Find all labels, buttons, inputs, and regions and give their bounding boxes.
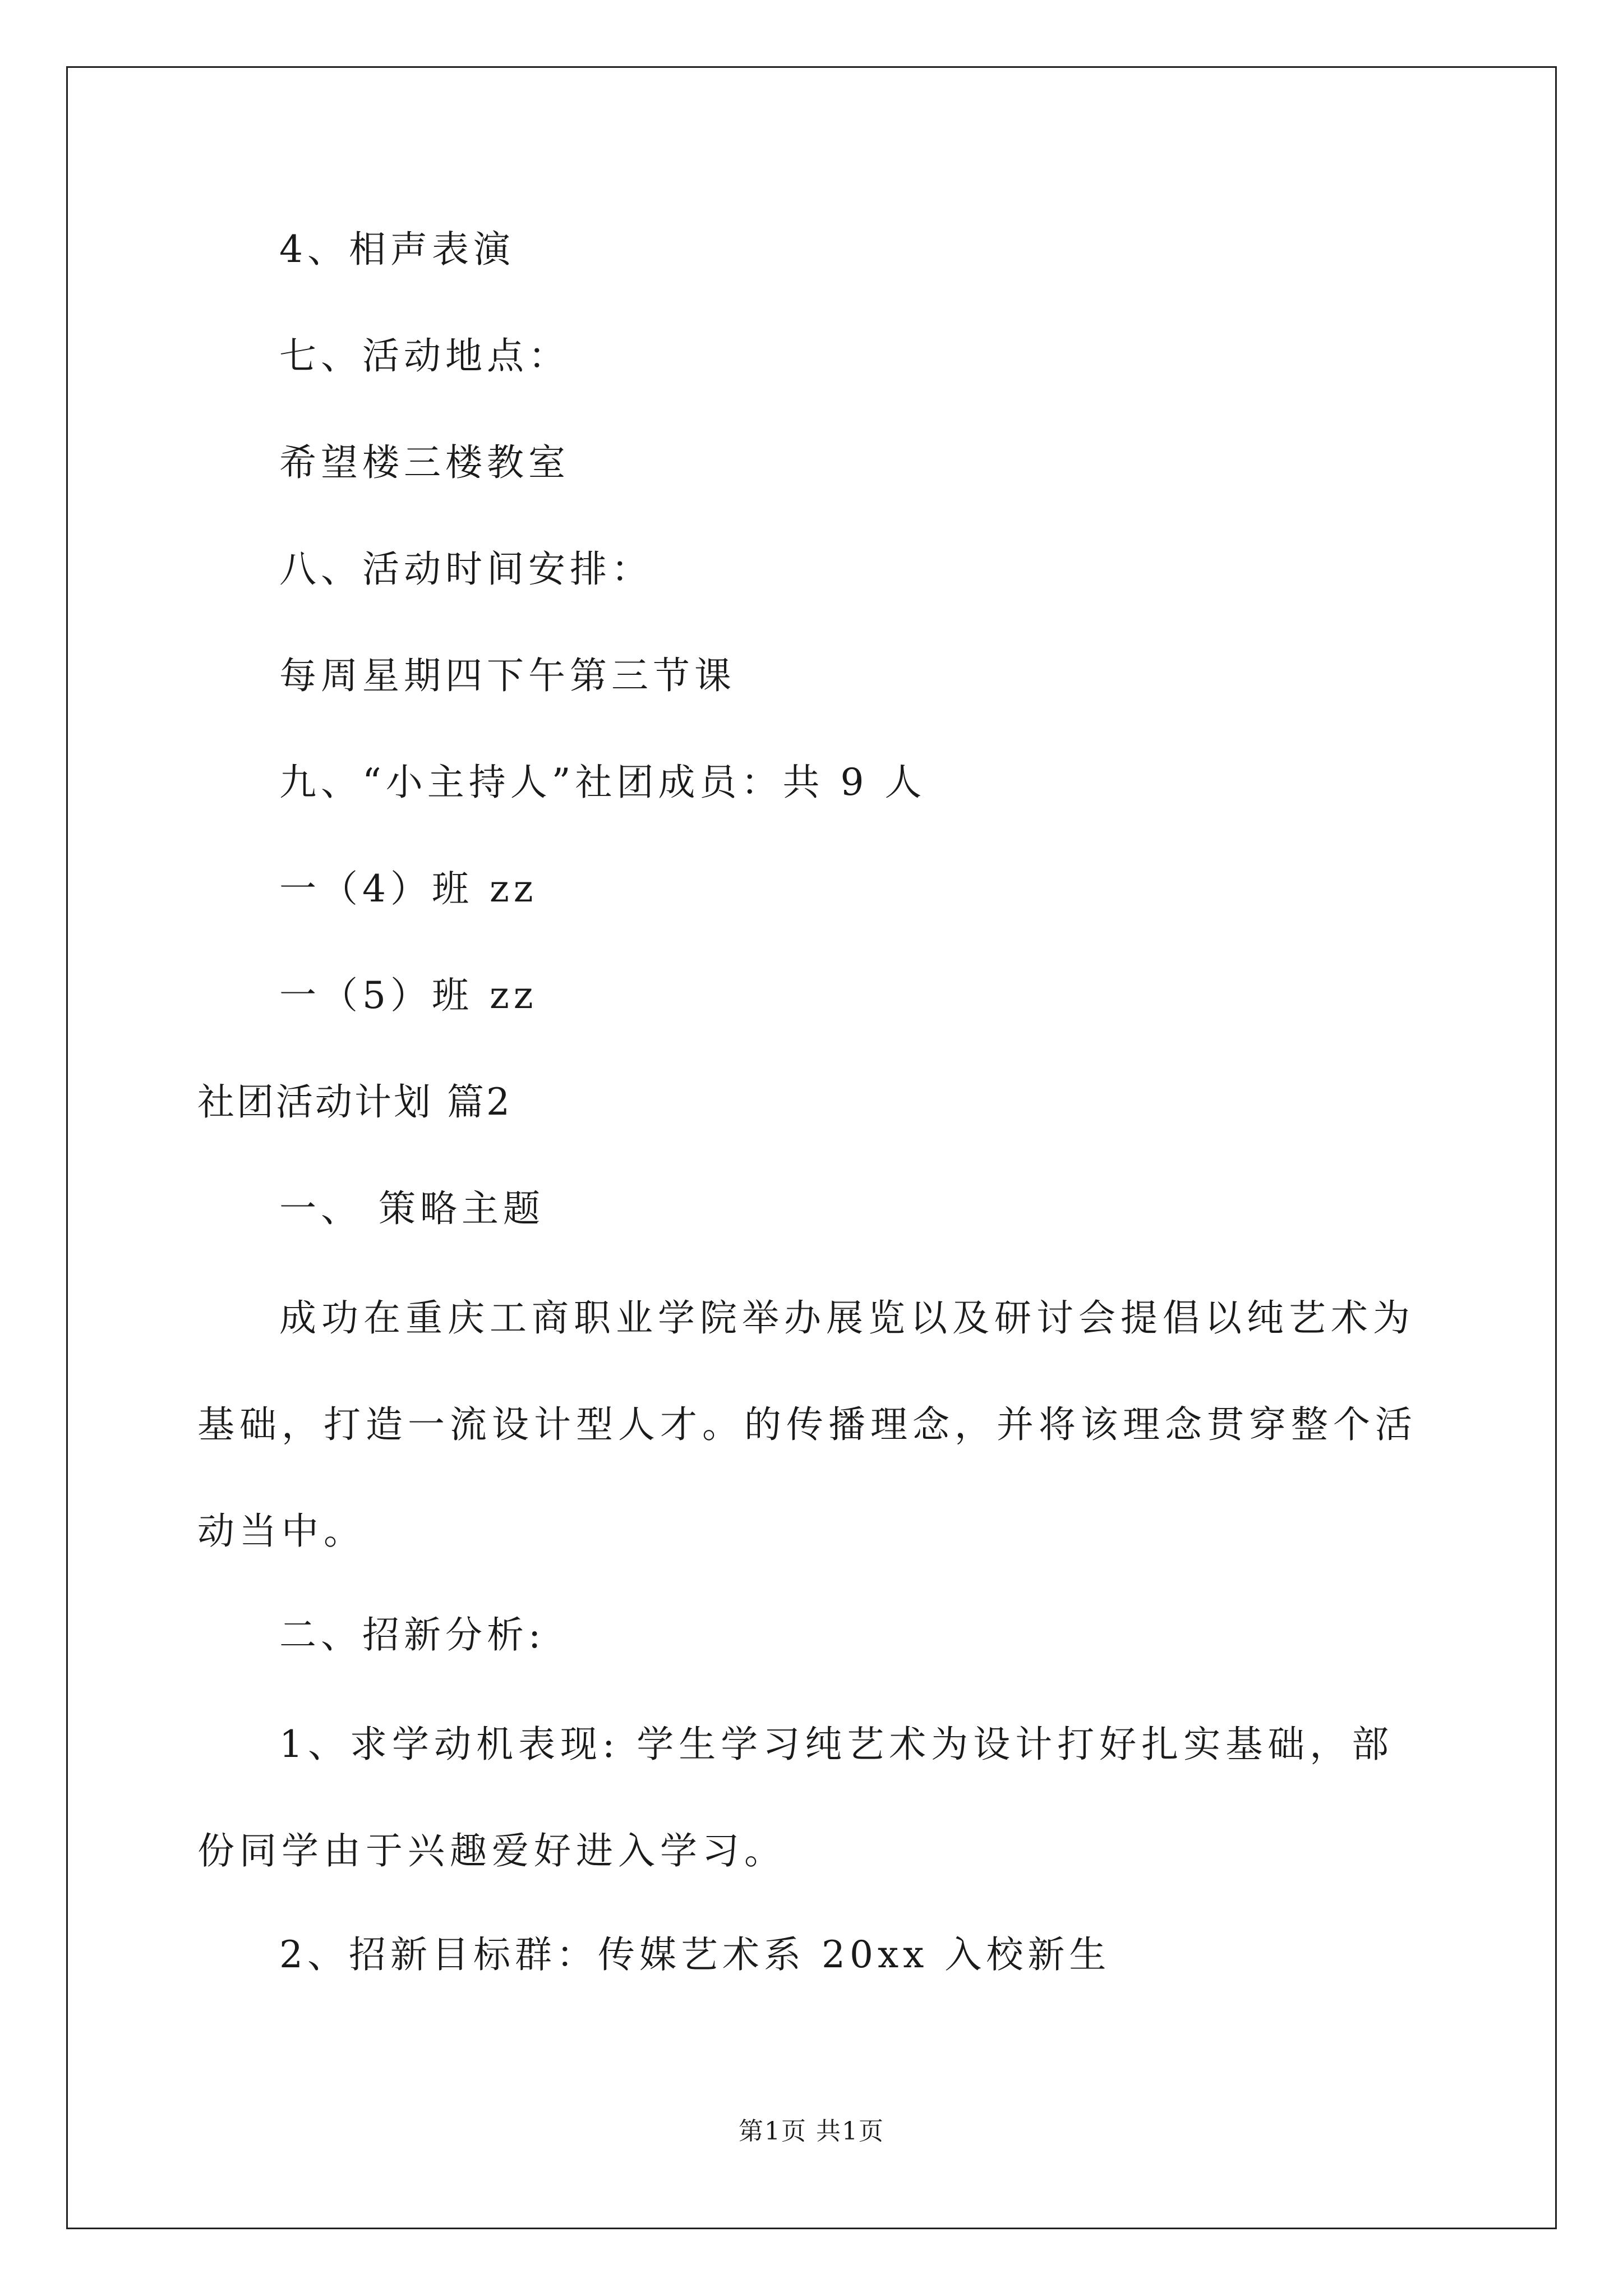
text-line: 希望楼三楼教室 [279, 441, 570, 484]
text-line: 一（5）班 zz [279, 974, 538, 1017]
recruit-heading: 二、招新分析: [279, 1613, 546, 1657]
text-line: 七、活动地点： [279, 334, 570, 378]
text-line: 每周星期四下午第三节课 [279, 654, 736, 697]
text-line: 九、“小主持人”社团成员：共 9 人 [279, 761, 926, 804]
text-line: 八、活动时间安排： [279, 547, 653, 591]
target-line: 2、招新目标群：传媒艺术系 20xx 入校新生 [279, 1933, 1111, 1976]
page-border [66, 66, 1557, 2229]
motivation-paragraph: 1、求学动机表现: 学生学习纯艺术为设计打好扎实基础，部份同学由于兴趣爱好进入学习。 [197, 1723, 1394, 1872]
text-line: 4、相声表演 [279, 228, 515, 271]
strategy-paragraph: 成功在重庆工商职业学院举办展览以及研讨会提倡以纯艺术为基础，打造一流设计型人才。的传播理念，并将该理念贯穿整个活动当中。 [197, 1296, 1417, 1553]
strategy-heading: 一、 策略主题 [279, 1187, 545, 1230]
section-title: 社团活动计划 篇2 [197, 1080, 512, 1124]
text-line: 一（4）班 zz [279, 867, 538, 910]
page-footer: 第1页 共1页 [739, 2117, 884, 2146]
